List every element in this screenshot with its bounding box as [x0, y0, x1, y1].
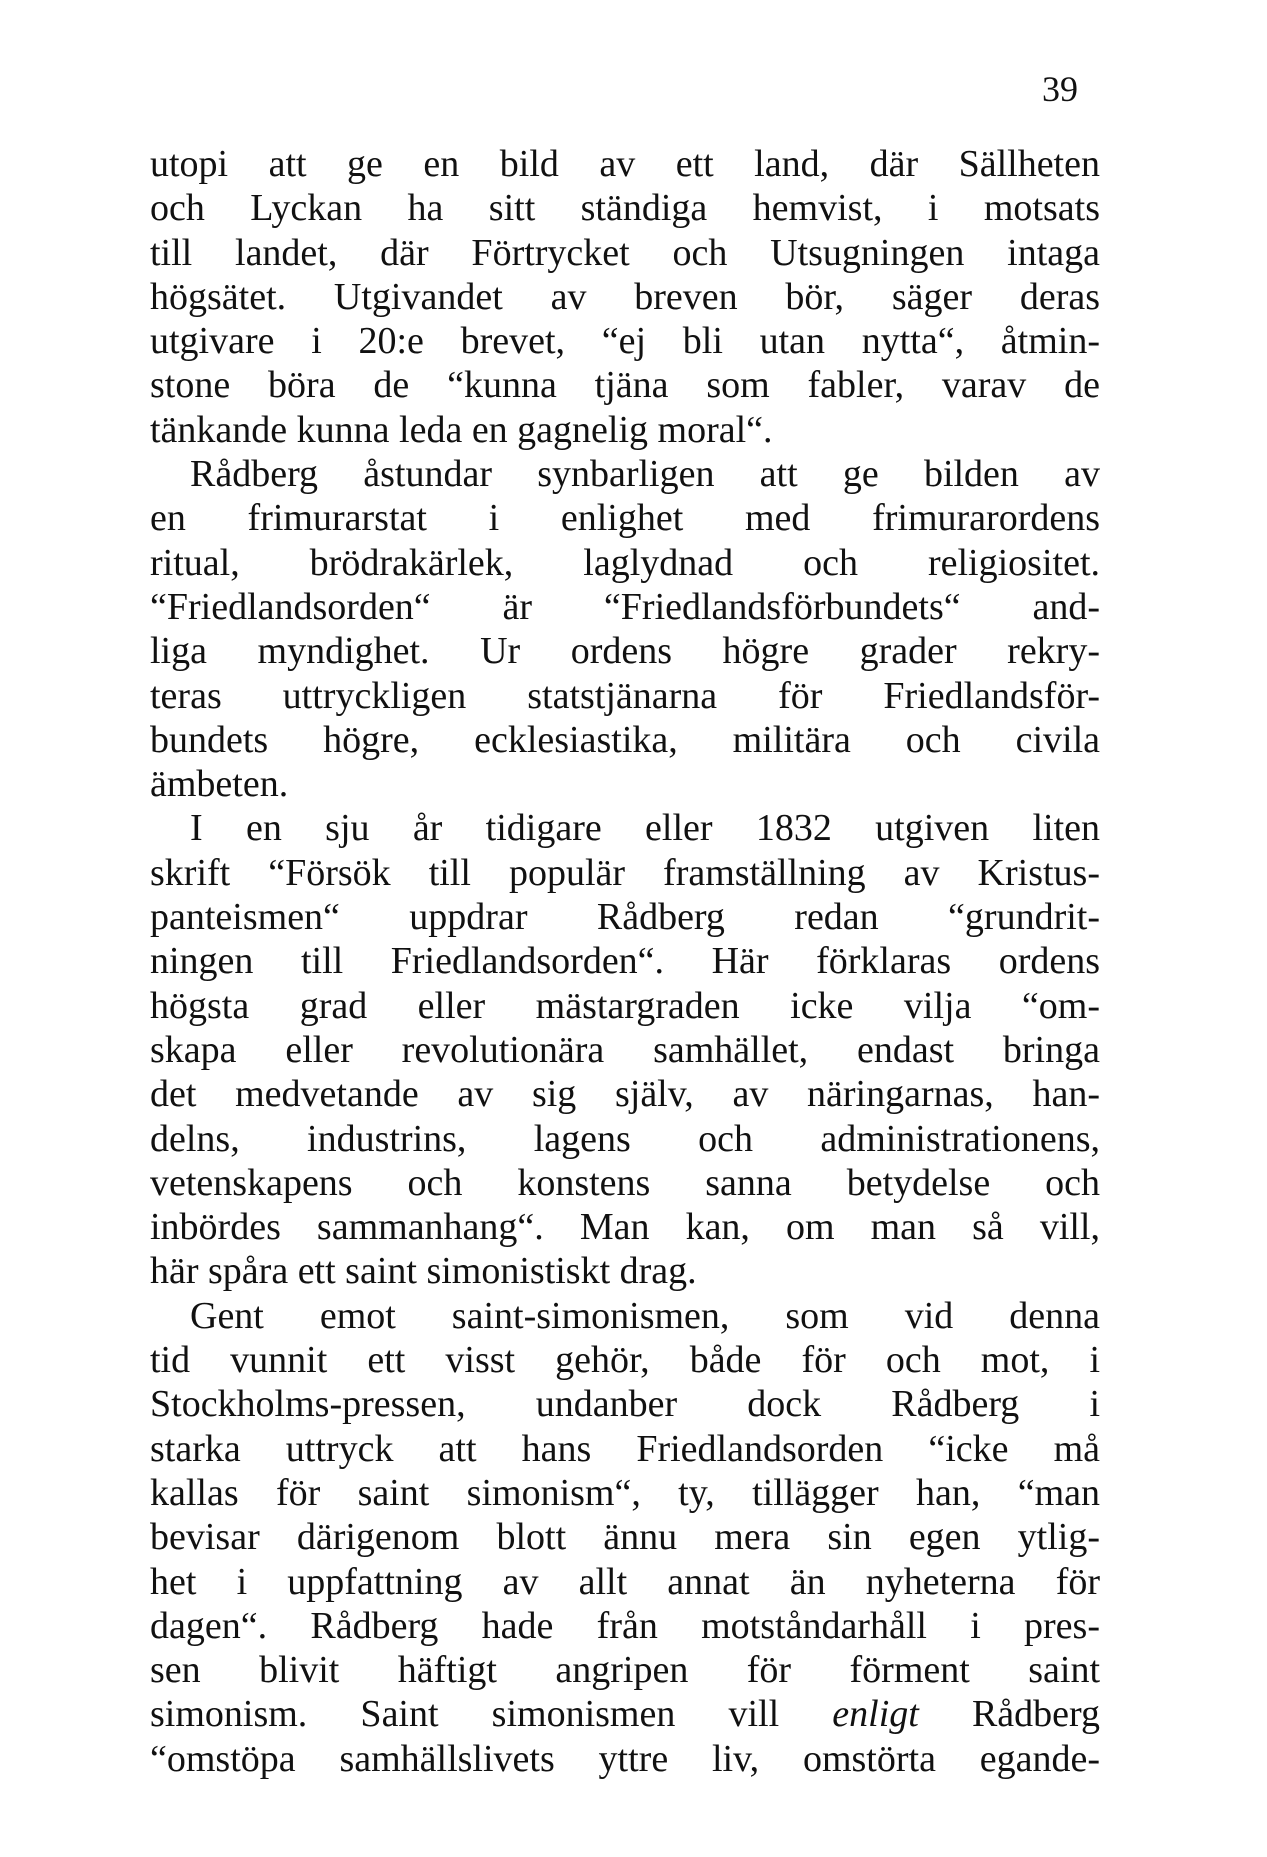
- text-line: högsätet. Utgivandet av breven bör, säger deras: [150, 275, 1100, 318]
- text-line: liga myndighet. Ur ordens högre grader rekry-: [150, 630, 1100, 673]
- text-line: bevisar därigenom blott ännu mera sin egen ytlig-: [150, 1516, 1100, 1559]
- text-line: här spåra ett saint simonistiskt drag.: [150, 1250, 697, 1293]
- text-line: och Lyckan ha sitt ständiga hemvist, i motsats: [150, 187, 1100, 230]
- text-line: skapa eller revolutionära samhället, endast bringa: [150, 1028, 1100, 1071]
- text-line: ämbeten.: [150, 763, 289, 806]
- text-line: dagen“. Rådberg hade från motståndarhåll i pres-: [150, 1604, 1100, 1647]
- text-line: stone böra de “kunna tjäna som fabler, varav de: [150, 364, 1100, 407]
- text-line: delns, industrins, lagens och administrationens,: [150, 1117, 1100, 1160]
- text-line: tänkande kunna leda en gagnelig moral“.: [150, 408, 773, 451]
- text-line: tid vunnit ett visst gehör, både för och mot, i: [150, 1339, 1100, 1382]
- text-line: bundets högre, ecklesiastika, militära och civila: [150, 718, 1100, 761]
- text-line: skrift “Försök till populär framställning av Kristus-: [150, 851, 1100, 894]
- text-line: I en sju år tidigare eller 1832 utgiven liten: [190, 807, 1100, 850]
- text-line: “Friedlandsorden“ är “Friedlandsförbundets“ and-: [150, 585, 1100, 628]
- text-line: utgivare i 20:e brevet, “ej bli utan nytta“, åtmin-: [150, 320, 1100, 363]
- text-line: kallas för saint simonism“, ty, tillägger han, “man: [150, 1471, 1100, 1514]
- italic-word: enligt: [832, 1693, 919, 1736]
- text-line: inbördes sammanhang“. Man kan, om man så vill,: [150, 1206, 1100, 1249]
- text-line: Stockholms-pressen, undanber dock Rådberg i: [150, 1383, 1100, 1426]
- text-line: teras uttryckligen statstjänarna för Friedlandsför-: [150, 674, 1100, 717]
- text-line: vetenskapens och konstens sanna betydelse och: [150, 1161, 1100, 1204]
- text-line: till landet, där Förtrycket och Utsugningen intaga: [150, 231, 1100, 274]
- text-line-with-italic: [150, 1692, 1100, 1736]
- text-segment: Rådberg: [918, 1693, 1100, 1736]
- text-segment: simonism. Saint simonismen vill: [150, 1693, 833, 1736]
- text-line: Gent emot saint-simonismen, som vid denna: [190, 1294, 1100, 1337]
- text-line: ningen till Friedlandsorden“. Här förklaras ordens: [150, 940, 1100, 983]
- text-line: het i uppfattning av allt annat än nyheterna för: [150, 1560, 1100, 1603]
- text-line: “omstöpa samhällslivets yttre liv, omstörta egande-: [150, 1737, 1100, 1780]
- text-line: en frimurarstat i enlighet med frimurarordens: [150, 497, 1100, 540]
- body-text: [150, 142, 1100, 1781]
- text-line: ritual, brödrakärlek, laglydnad och religiositet.: [150, 541, 1100, 584]
- text-line: sen blivit häftigt angripen för förment saint: [150, 1649, 1100, 1692]
- text-line: det medvetande av sig själv, av näringarnas, han-: [150, 1073, 1100, 1116]
- text-line: högsta grad eller mästargraden icke vilja “om-: [150, 984, 1100, 1027]
- text-line: utopi att ge en bild av ett land, där Sällheten: [150, 143, 1100, 185]
- text-line: starka uttryck att hans Friedlandsorden “icke må: [150, 1427, 1100, 1470]
- page-number: 39: [1042, 69, 1078, 109]
- text-line: Rådberg åstundar synbarligen att ge bilden av: [190, 453, 1100, 496]
- text-line: panteismen“ uppdrar Rådberg redan “grundrit-: [150, 896, 1100, 939]
